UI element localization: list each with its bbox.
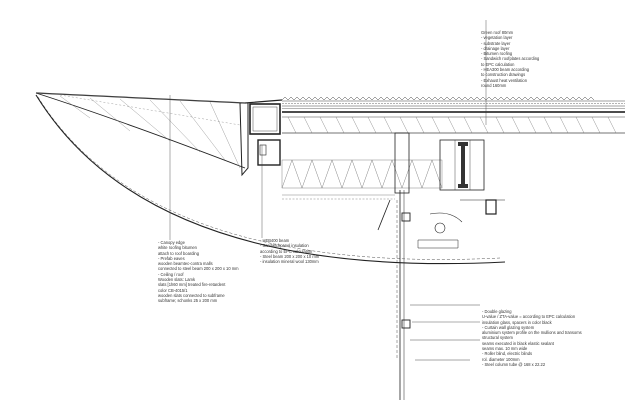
note-line: according to EPC calculation	[260, 248, 313, 254]
curtain-wall	[378, 190, 505, 400]
note-line: wooden beamtec-contra malls	[158, 261, 213, 267]
note-line: - Double glazing	[482, 309, 512, 314]
heb-beam	[395, 133, 496, 214]
note-line: Green roof 80mm	[481, 30, 514, 35]
note-line: - Steel beam 200 x 200 x 10 mm	[260, 253, 320, 259]
note-line: - Exhaust heat ventilation	[481, 77, 527, 83]
glazing-annotation	[482, 309, 582, 367]
note-line: - Curtain wall glazing system	[482, 324, 535, 330]
steel-box-beam	[250, 104, 280, 165]
note-line: - Bitumen roofing	[481, 51, 513, 57]
canopy-top-edge	[36, 93, 282, 103]
note-line: aluminium system profile on the mullions and transoms	[482, 330, 582, 336]
note-line: - Sandwich roofplates according	[481, 56, 540, 62]
roof-annotation	[481, 30, 539, 88]
note-line: - Sandwichpanel insulation	[260, 243, 309, 249]
note-line: - insulation mineral wool 130mm	[260, 259, 319, 265]
note-line: color CB-4015/1	[158, 287, 188, 293]
note-line: rol. diameter 100mm	[482, 356, 520, 362]
note-line: structural system	[482, 335, 513, 341]
note-line: to EPC calculation	[481, 61, 515, 67]
vegetation-layer	[282, 97, 594, 100]
note-line: - vegetation layer	[481, 35, 513, 41]
eaves-frame	[240, 103, 248, 175]
note-line: attach to roof boarding	[158, 250, 199, 256]
note-line: Wooden slats: Lamk	[158, 277, 196, 283]
note-line: - substrate layer	[481, 40, 511, 46]
beam-annotation	[260, 238, 319, 264]
note-line: white roofing bitumen	[158, 245, 197, 251]
green-roof-layers	[282, 97, 625, 133]
note-line: - Canopy edge	[158, 240, 185, 245]
note-line: wooden slats connected to subframe	[158, 292, 225, 298]
note-line: seams max. 10 mm wide	[482, 346, 528, 352]
note-line: round 160mm	[481, 82, 507, 88]
canopy-underside	[36, 93, 245, 168]
note-line: seams executed in black elastic sealant	[482, 340, 554, 346]
note-line: insulation glass, spacers in color black	[482, 319, 552, 325]
note-line: - Steel column tube @ 168 x 22.22	[482, 361, 546, 367]
note-line: - HEB400 beam	[260, 238, 290, 243]
note-line: - Roller blind, electric blinds	[482, 351, 533, 357]
canopy-annotation	[158, 240, 239, 304]
note-line: slats [1h60 mm] treated fire-retardent	[158, 282, 226, 288]
note-line: U-value / ZTA-value = according to EPC calculation	[482, 314, 576, 320]
insulation-band	[282, 160, 442, 199]
note-line: - drainage layer	[481, 45, 510, 51]
note-line: - Prefab eaves	[158, 255, 185, 261]
note-line: to construction drawings	[481, 72, 526, 78]
note-line: - Ceiling / roof	[158, 271, 184, 277]
note-line: - HEA300 beam according	[481, 67, 530, 73]
note-line: connected to steel beam 200 x 200 x 10 mm	[158, 266, 239, 272]
note-line: subframe; schonks 25 x 200 mm	[158, 298, 218, 304]
